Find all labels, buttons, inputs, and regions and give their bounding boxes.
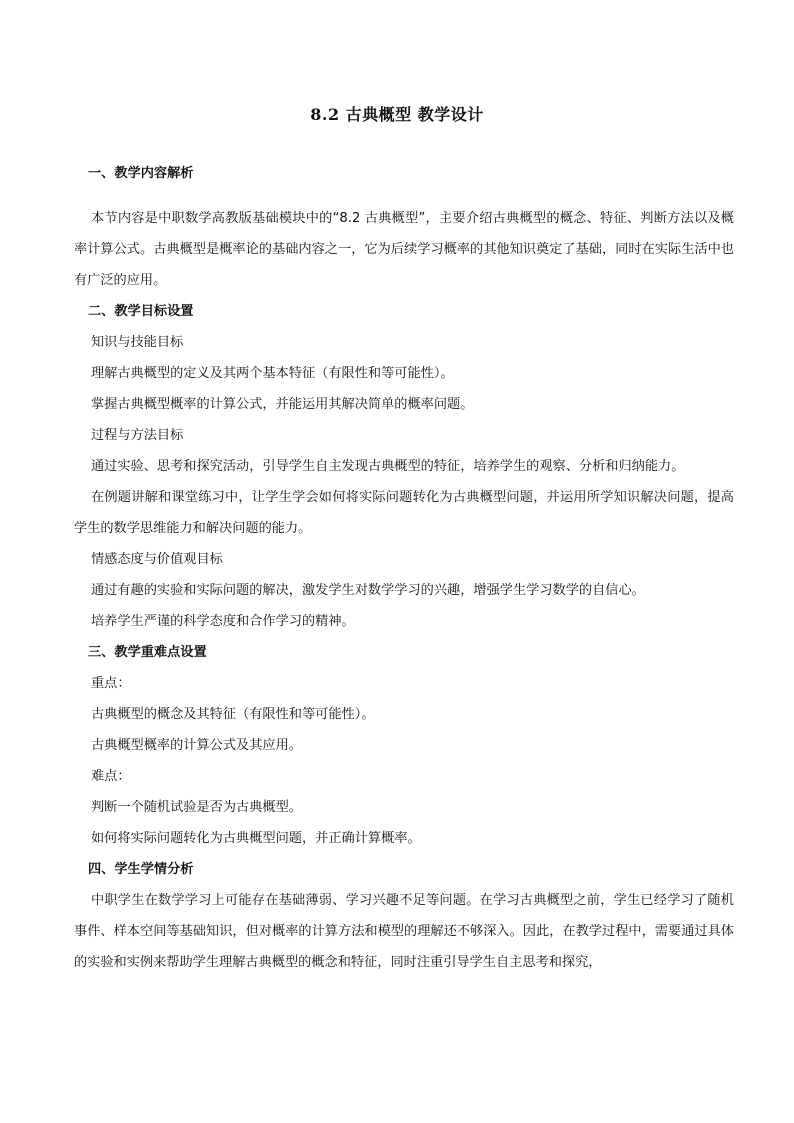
difficult-point-item-1: 判断一个随机试验是否为古典概型。 bbox=[91, 800, 302, 815]
emotion-goal-item-1: 通过有趣的实验和实际问题的解决，激发学生对数学学习的兴趣，增强学生学习数学的自信心。 bbox=[91, 583, 645, 598]
process-goal-item-1: 通过实验、思考和探究活动，引导学生自主发现古典概型的特征，培养学生的观察、分析和归纳能力。 bbox=[91, 459, 685, 474]
section-1-paragraph: 本节内容是中职数学高教版基础模块中的“8.2 古典概型”，主要介绍古典概型的概念、特征、判断方法以及概率计算公式。古典概型是概率论的基础内容之一，它为后续学习概率的其他知识奠定了基础，同时在实际生活中也有广泛的应用。 bbox=[74, 211, 734, 288]
section-3-heading: 三、教学重难点设置 bbox=[88, 645, 207, 660]
process-goal-item-2: 在例题讲解和课堂练习中，让学生学会如何将实际问题转化为古典概型问题，并运用所学知识解决问题，提高学生的数学思维能力和解决问题的能力。 bbox=[74, 490, 734, 536]
section-2-heading: 二、教学目标设置 bbox=[88, 304, 194, 319]
key-point-item-2: 古典概型概率的计算公式及其应用。 bbox=[91, 738, 302, 753]
document-title: 8.2 古典概型 教学设计 bbox=[310, 105, 484, 124]
section-1-heading: 一、教学内容解析 bbox=[88, 166, 194, 181]
key-point-item-1: 古典概型的概念及其特征（有限性和等可能性）。 bbox=[91, 707, 375, 722]
knowledge-goal-item-2: 掌握古典概型概率的计算公式，并能运用其解决简单的概率问题。 bbox=[91, 397, 474, 412]
section-4-heading: 四、学生学情分析 bbox=[88, 862, 194, 877]
document-body bbox=[74, 158, 734, 978]
difficult-point-item-2: 如何将实际问题转化为古典概型问题，并正确计算概率。 bbox=[91, 831, 421, 846]
emotion-goal-label: 情感态度与价值观目标 bbox=[91, 552, 223, 567]
difficult-points-label: 难点： bbox=[91, 769, 131, 784]
process-goal-label: 过程与方法目标 bbox=[91, 428, 184, 443]
knowledge-goal-label: 知识与技能目标 bbox=[91, 335, 184, 350]
key-points-label: 重点： bbox=[91, 676, 131, 691]
emotion-goal-item-2: 培养学生严谨的科学态度和合作学习的精神。 bbox=[91, 614, 355, 629]
section-4-paragraph: 中职学生在数学学习上可能存在基础薄弱、学习兴趣不足等问题。在学习古典概型之前，学生已经学习了随机事件、样本空间等基础知识，但对概率的计算方法和模型的理解还不够深入。因此，在教学过程中，需要通过具体的实验和实例来帮助学生理解古典概型的概念和特征，同时注重引导学生自主思考和探究， bbox=[74, 893, 734, 970]
knowledge-goal-item-1: 理解古典概型的定义及其两个基本特征（有限性和等可能性）。 bbox=[91, 366, 454, 381]
